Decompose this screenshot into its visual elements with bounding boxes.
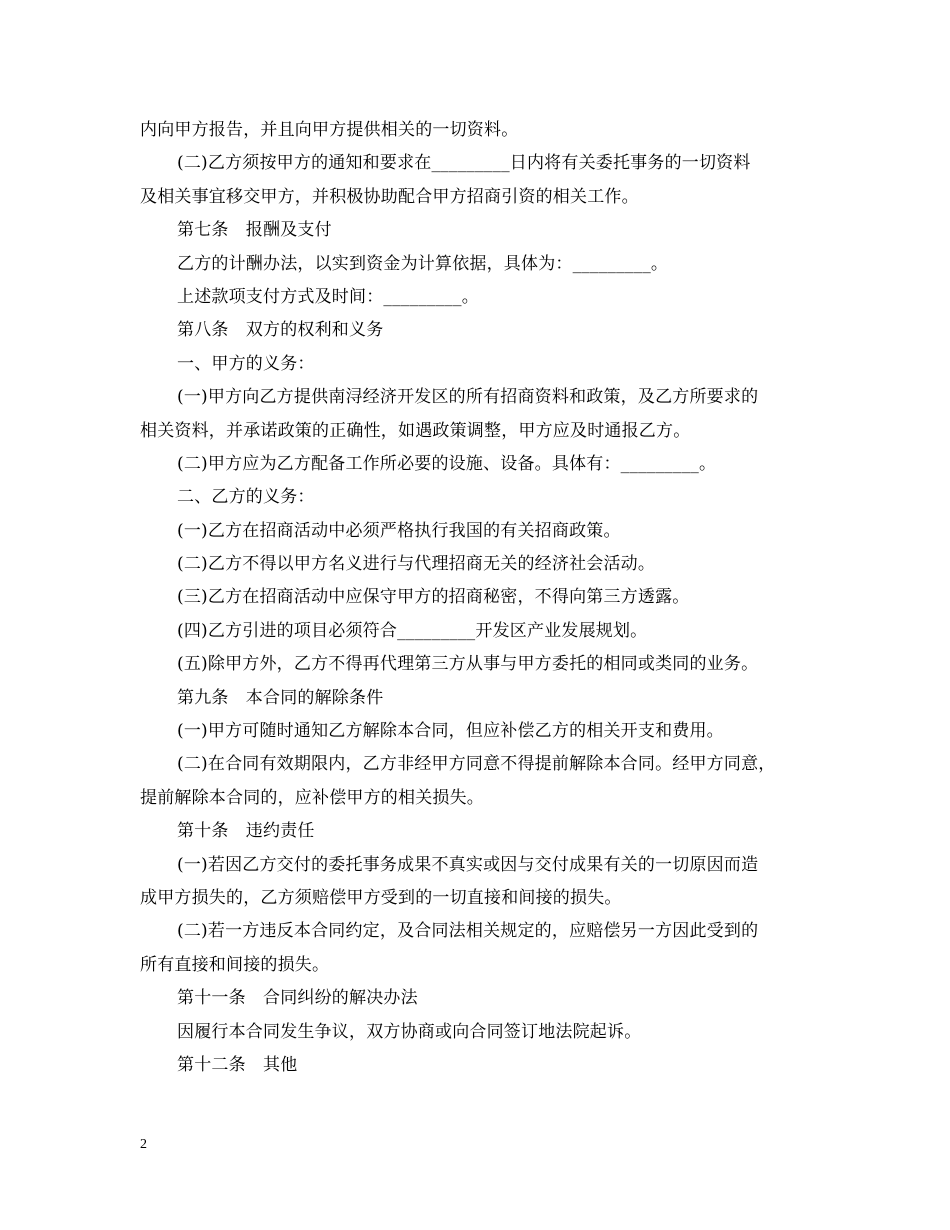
paragraph-line: 成甲方损失的，乙方须赔偿甲方受到的一切直接和间接的损失。 [140,887,622,908]
section-heading: 第八条 双方的权利和义务 [177,320,384,341]
paragraph-line: (二)乙方须按甲方的通知和要求在_________日内将有关委托事务的一切资料 [177,153,751,174]
paragraph-line: (一)甲方可随时通知乙方解除本合同，但应补偿乙方的相关开支和费用。 [177,721,724,742]
paragraph-line: (一)乙方在招商活动中必须严格执行我国的有关招商政策。 [177,520,621,541]
page-number: 2 [140,1137,147,1152]
paragraph-line: (二)乙方不得以甲方名义进行与代理招商无关的经济社会活动。 [177,554,656,575]
paragraph-line: (二)甲方应为乙方配备工作所必要的设施、设备。具体有：_________。 [177,453,717,474]
subsection-heading: 一、甲方的义务： [177,353,315,374]
section-heading: 第十二条 其他 [177,1054,298,1075]
section-heading: 第十一条 合同纠纷的解决办法 [177,988,418,1009]
paragraph-line: 相关资料，并承诺政策的正确性，如遇政策调整，甲方应及时通报乙方。 [140,420,691,441]
subsection-heading: 二、乙方的义务： [177,487,315,508]
paragraph-line: 上述款项支付方式及时间：_________。 [177,286,479,307]
paragraph-line: (一)若因乙方交付的委托事务成果不真实或因与交付成果有关的一切原因而造 [177,854,759,875]
paragraph-line: (二)在合同有效期限内，乙方非经甲方同意不得提前解除本合同。经甲方同意， [177,754,776,775]
paragraph-line: 内向甲方报告，并且向甲方提供相关的一切资料。 [140,120,519,140]
paragraph-line: (一)甲方向乙方提供南浔经济开发区的所有招商资料和政策，及乙方所要求的 [177,387,759,408]
section-heading: 第七条 报酬及支付 [177,220,332,241]
section-heading: 第九条 本合同的解除条件 [177,687,384,708]
paragraph-line: 提前解除本合同的，应补偿甲方的相关损失。 [140,787,484,808]
document-body [140,114,812,1082]
paragraph-line: (四)乙方引进的项目必须符合_________开发区产业发展规划。 [177,620,648,641]
paragraph-line: 及相关事宜移交甲方，并积极协助配合甲方招商引资的相关工作。 [140,186,639,207]
paragraph-line: 乙方的计酬办法，以实到资金为计算依据，具体为：_________。 [177,253,669,274]
paragraph-line: (五)除甲方外，乙方不得再代理第三方从事与甲方委托的相同或类同的业务。 [177,654,759,675]
paragraph-line: (二)若一方违反本合同约定，及合同法相关规定的，应赔偿另一方因此受到的 [177,921,759,942]
paragraph-line: (三)乙方在招商活动中应保守甲方的招商秘密，不得向第三方透露。 [177,587,690,608]
paragraph-line: 所有直接和间接的损失。 [140,954,330,975]
section-heading: 第十条 违约责任 [177,821,315,842]
paragraph-line: 因履行本合同发生争议，双方协商或向合同签订地法院起诉。 [177,1021,642,1042]
